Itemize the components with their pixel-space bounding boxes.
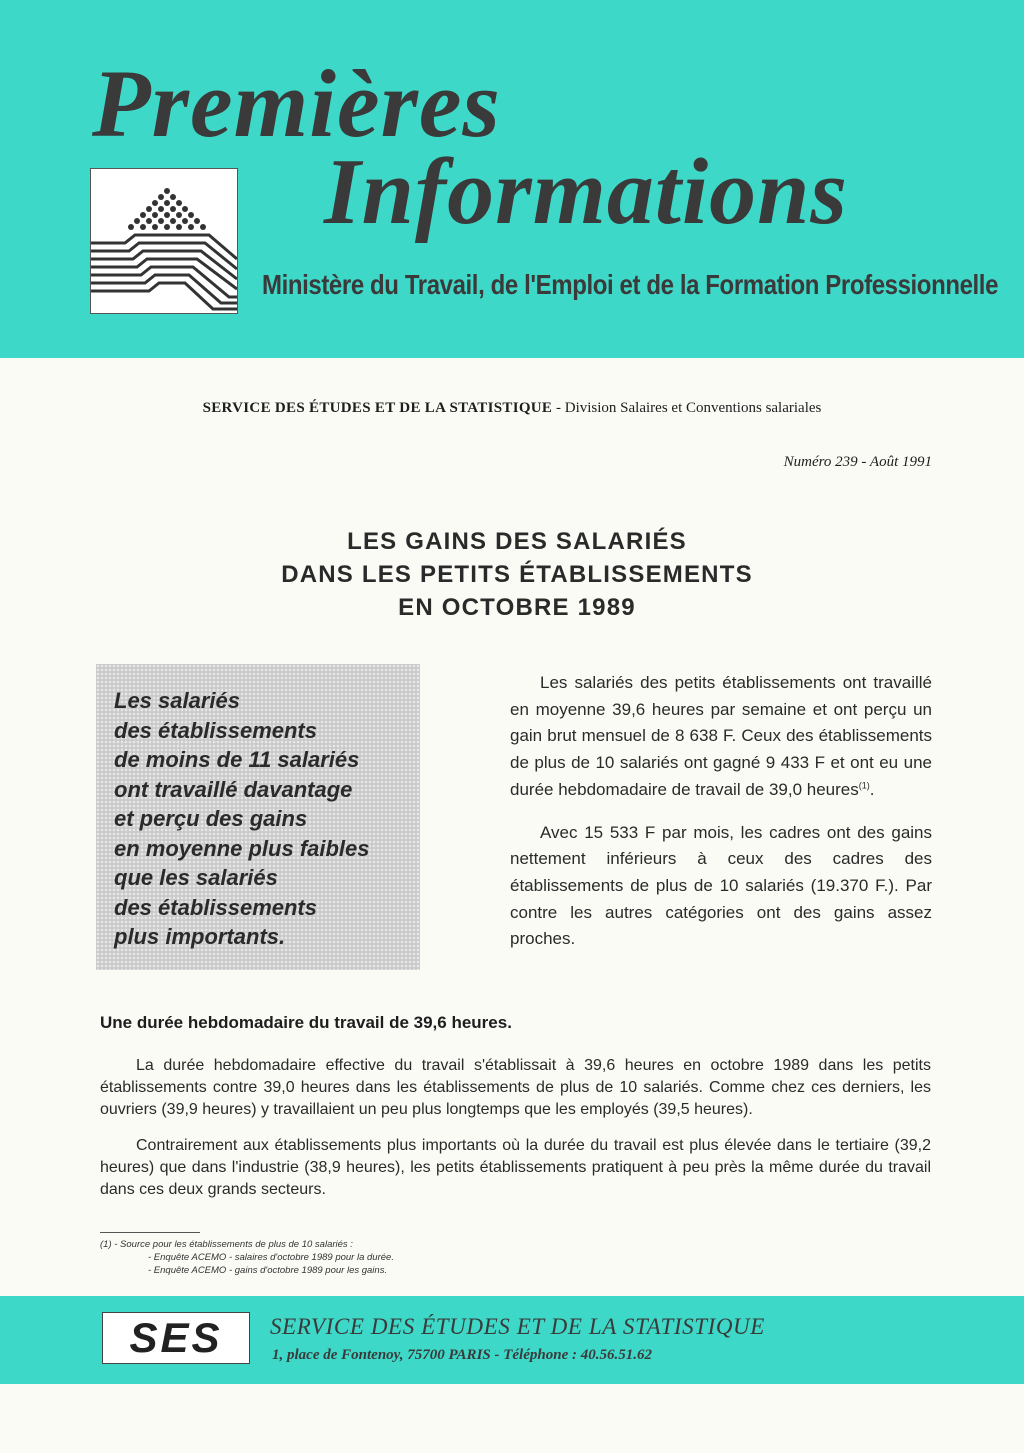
article-title [0, 525, 1024, 624]
summary-line: en moyenne plus faibles [114, 835, 370, 861]
section-heading: Une durée hebdomadaire du travail de 39,6 heures. [100, 1013, 512, 1032]
summary-line: Les salariés [114, 688, 240, 713]
summary-line: de moins de 11 salariés [114, 747, 360, 772]
title-line-1: LES GAINS DES SALARIÉS [347, 528, 687, 555]
summary-line: ont travaillé davantage [114, 776, 353, 802]
title-line-2: DANS LES PETITS ÉTABLISSEMENTS [281, 561, 753, 588]
ses-logo-box [102, 1312, 250, 1364]
section-body [100, 1055, 931, 1215]
publication-title-line-1: Premières [92, 50, 501, 157]
footnote-line: - Enquête ACEMO - salaires d'octobre 1989 pour la durée. [148, 1252, 394, 1263]
footer-address: 1, place de Fontenoy, 75700 PARIS - Téléphone : 40.56.51.62 [272, 1347, 652, 1363]
summary-box [96, 664, 420, 970]
summary-line: des établissements [114, 894, 317, 920]
summary-line: des établissements [114, 717, 317, 743]
ses-logo: SES [129, 1314, 223, 1361]
intro-paragraph-2: Avec 15 533 F par mois, les cadres ont des gains nettement inférieurs à ceux des cadres des établissements de plus de 10 salariés (19.370 F.). Par contre les autres catégories ont des gains assez proches. [510, 822, 932, 949]
footnote-ref: (1) [858, 780, 870, 791]
summary-line: et perçu des gains [114, 806, 308, 831]
masthead [0, 0, 1024, 358]
publication-title-line-2: Informations [324, 140, 848, 244]
stepped-pyramid-logo-icon [91, 169, 237, 313]
intro-paragraph-1 [510, 670, 932, 804]
ministry-logo [90, 168, 238, 314]
footnote-line: - Enquête ACEMO - gains d'octobre 1989 pour les gains. [148, 1265, 388, 1276]
issue-number-date: Numéro 239 - Août 1991 [783, 454, 932, 470]
intro-paragraph-1-text: Les salariés des petits établissements ont travaillé en moyenne 39,6 heures par semaine et ont perçu un gain brut mensuel de 8 638 F. Ceux des établissements de plus de 10 salariés ont gagné 9 433 F et ont eu une durée hebdomadaire de travail de 39,0 heures [510, 673, 932, 799]
footnote-divider [100, 1232, 200, 1233]
summary-text [114, 686, 370, 952]
title-line-3: EN OCTOBRE 1989 [398, 594, 636, 621]
service-name: SERVICE DES ÉTUDES ET DE LA STATISTIQUE [202, 400, 553, 416]
intro-paragraph-1-end: . [869, 779, 875, 799]
service-line [0, 400, 1024, 417]
section-paragraph-1: La durée hebdomadaire effective du travail s'établissait à 39,6 heures en octobre 1989 dans les petits établissements contre 39,0 heures dans les établissements de plus de 10 salariés. Comme chez ces derniers, les ouvriers (39,9 heures) y travaillaient un peu plus longtemps que les employés (39,5 heures). [100, 1057, 931, 1118]
summary-line: que les salariés [114, 865, 278, 890]
division-name: Division Salaires et Conventions salariales [564, 400, 822, 416]
footnote-line: (1) - Source pour les établissements de plus de 10 salariés : [100, 1239, 353, 1250]
service-separator: - [552, 400, 565, 416]
ministry-name: Ministère du Travail, de l'Emploi et de la Formation Professionnelle [262, 270, 999, 302]
footnotes [100, 1238, 394, 1277]
footer-band [0, 1296, 1024, 1384]
section-paragraph-2: Contrairement aux établissements plus importants où la durée du travail est plus élevée dans le tertiaire (39,2 heures) que dans l'industrie (38,9 heures), les petits établissements pratiquent à peu près la même durée du travail dans ces deux grands secteurs. [100, 1137, 931, 1198]
intro-column [510, 670, 932, 969]
summary-line: plus importants. [114, 924, 286, 949]
footer-service-title: SERVICE DES ÉTUDES ET DE LA STATISTIQUE [270, 1314, 765, 1339]
